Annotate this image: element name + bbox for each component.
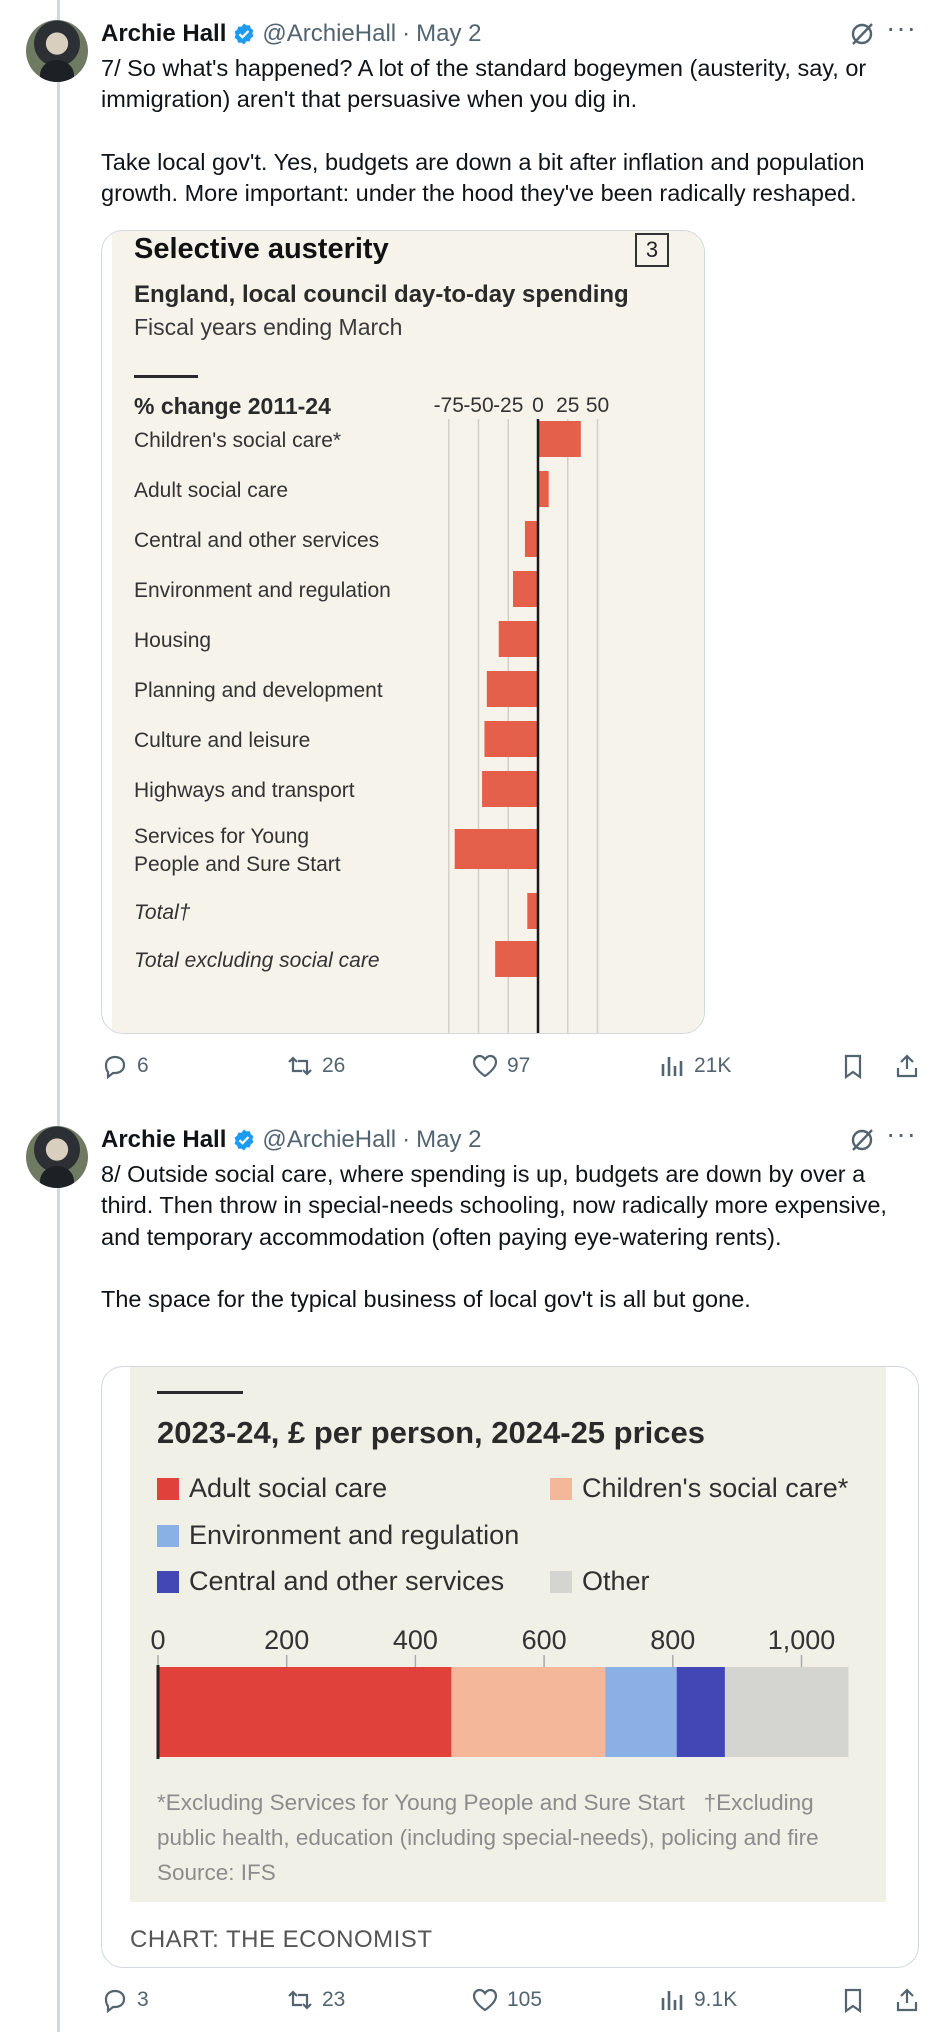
views-count: 9.1K — [694, 1988, 738, 2011]
category-label: Central and other services — [134, 529, 380, 552]
chart-title: 2023-24, £ per person, 2024-25 prices — [157, 1415, 705, 1450]
bar — [482, 771, 538, 807]
author-handle[interactable]: @ArchieHall — [262, 20, 397, 47]
separator-dot: · — [402, 20, 411, 47]
views-icon — [658, 1986, 686, 2014]
reply-icon — [101, 1986, 129, 2014]
more-options-icon[interactable]: ··· — [886, 1118, 917, 1149]
tick-label: 1,000 — [767, 1625, 836, 1655]
reply-count: 6 — [137, 1054, 149, 1077]
stacked-segment — [677, 1667, 725, 1757]
author-name[interactable]: Archie Hall — [101, 1126, 227, 1153]
bookmark-button[interactable] — [839, 1986, 867, 2014]
stacked-segment — [158, 1667, 451, 1757]
category-label: Total excluding social care — [134, 949, 380, 972]
avatar[interactable] — [26, 1126, 88, 1188]
stacked-segment — [451, 1667, 605, 1757]
category-label: Housing — [134, 629, 212, 652]
category-label: Total† — [134, 901, 191, 924]
tick-label: 400 — [392, 1625, 438, 1655]
verified-badge-icon — [232, 22, 256, 46]
views-button[interactable] — [658, 1052, 731, 1080]
heart-icon — [471, 1986, 499, 2014]
bar — [538, 421, 581, 457]
legend-label: Adult social care — [189, 1473, 388, 1503]
tweet-actions — [101, 1052, 921, 1082]
tweet-text: 8/ Outside social care, where spending is up, budgets are down by over a third. Then throw in special-needs schooling, now radically more expensive, and temporary accommodation (often paying eye-watering rents). The space for the typical business of local gov't is all but gone. — [101, 1161, 887, 1313]
chart2-plot — [130, 1367, 886, 1787]
repost-button[interactable] — [286, 1986, 345, 2014]
like-button[interactable] — [471, 1052, 530, 1080]
tweet-date[interactable]: May 2 — [416, 20, 482, 47]
chart-credit: CHART: THE ECONOMIST — [130, 1926, 433, 1953]
like-button[interactable] — [471, 1986, 542, 2014]
bar — [499, 621, 538, 657]
views-button[interactable] — [658, 1986, 737, 2014]
verified-badge-icon — [232, 1128, 256, 1152]
tick-label: 25 — [556, 394, 580, 417]
grok-icon[interactable] — [848, 20, 876, 48]
tick-label: 0 — [532, 394, 544, 417]
repost-icon — [286, 1052, 314, 1080]
chart-unit-label: % change 2011-24 — [134, 393, 331, 419]
category-label: Services for Young People and Sure Start — [134, 825, 341, 876]
tick-label: 50 — [585, 394, 610, 417]
author-name[interactable]: Archie Hall — [101, 20, 227, 47]
share-icon — [893, 1052, 921, 1080]
repost-icon — [286, 1986, 314, 2014]
separator-dot: · — [402, 1126, 411, 1153]
tick-label: -25 — [493, 394, 524, 417]
stacked-segment — [605, 1667, 676, 1757]
tweet-actions — [101, 1986, 921, 2016]
tweet-text: 7/ So what's happened? A lot of the standard bogeymen (austerity, say, or immigration) aren't that persuasive when you dig in. Take local gov't. Yes, budgets are down a bit after inflation and population growth. More important: under the hood they've been radically reshaped. — [101, 55, 867, 207]
chart-footnote: *Excluding Services for Young People and Sure Start †Excluding public health, education (including special-needs), policing and fire Source: IFS — [157, 1790, 819, 1885]
legend-label: Children's social care* — [582, 1473, 849, 1503]
bar — [538, 471, 549, 507]
share-icon — [893, 1986, 921, 2014]
tweet-2 — [0, 1106, 945, 2032]
reply-count: 3 — [137, 1988, 149, 2011]
bar — [513, 571, 538, 607]
reply-icon — [101, 1052, 129, 1080]
chart-per-person-spending — [130, 1367, 886, 1902]
legend-label: Other — [582, 1566, 650, 1596]
grok-icon[interactable] — [848, 1126, 876, 1154]
share-button[interactable] — [893, 1986, 921, 2014]
bar — [455, 829, 538, 869]
like-count: 105 — [507, 1988, 543, 2011]
reply-button[interactable] — [101, 1986, 149, 2014]
views-icon — [658, 1052, 686, 1080]
avatar[interactable] — [26, 20, 88, 82]
repost-count: 26 — [322, 1054, 346, 1077]
repost-button[interactable] — [286, 1052, 345, 1080]
chart1-plot — [112, 231, 704, 1033]
more-options-icon[interactable]: ··· — [886, 12, 917, 43]
bar — [495, 941, 538, 977]
chart-selective-austerity — [112, 231, 704, 1033]
legend-label: Central and other services — [189, 1566, 505, 1596]
tweet-header — [101, 18, 481, 50]
chart-number-badge: 3 — [635, 233, 669, 267]
repost-count: 23 — [322, 1988, 346, 2011]
bookmark-icon — [839, 1052, 867, 1080]
tick-label: 0 — [150, 1625, 166, 1655]
tick-label: 600 — [521, 1625, 567, 1655]
author-handle[interactable]: @ArchieHall — [262, 1126, 397, 1153]
reply-button[interactable] — [101, 1052, 149, 1080]
category-label: Culture and leisure — [134, 729, 311, 752]
chart-image[interactable] — [101, 230, 705, 1034]
chart-title: Selective austerity — [134, 233, 389, 265]
category-label: Highways and transport — [134, 779, 355, 802]
tick-label: -50 — [463, 394, 494, 417]
bar — [484, 721, 538, 757]
tick-label: 200 — [264, 1625, 310, 1655]
tweet-date[interactable]: May 2 — [416, 1126, 482, 1153]
category-label: Adult social care — [134, 479, 289, 502]
views-count: 21K — [694, 1054, 732, 1077]
like-count: 97 — [507, 1054, 531, 1077]
tweet-header — [101, 1124, 481, 1156]
bookmark-button[interactable] — [839, 1052, 867, 1080]
tick-label: -75 — [433, 394, 464, 417]
bar — [487, 671, 538, 707]
category-label: Children's social care* — [134, 429, 342, 452]
bookmark-icon — [839, 1986, 867, 2014]
stacked-segment — [725, 1667, 849, 1757]
bar — [525, 521, 538, 557]
legend-label: Environment and regulation — [189, 1520, 520, 1550]
chart-subtitle-2: Fiscal years ending March — [134, 314, 403, 340]
chart-subtitle: England, local council day-to-day spending — [134, 281, 629, 308]
bar — [527, 893, 538, 929]
chart-image[interactable] — [101, 1366, 919, 1968]
category-label: Planning and development — [134, 679, 383, 702]
tick-label: 800 — [650, 1625, 696, 1655]
share-button[interactable] — [893, 1052, 921, 1080]
category-label: Environment and regulation — [134, 579, 391, 602]
heart-icon — [471, 1052, 499, 1080]
